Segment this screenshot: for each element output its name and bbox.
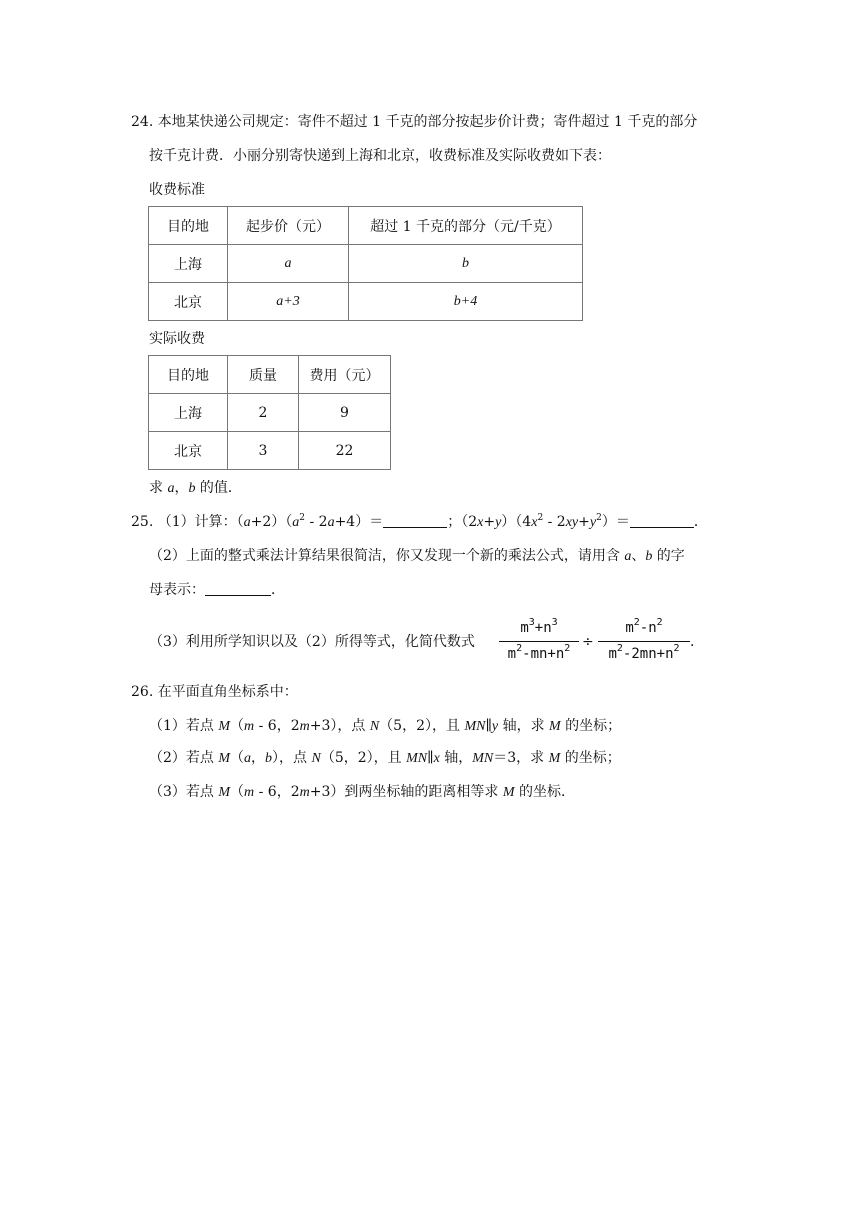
table-header-cell: 起步价（元）: [228, 207, 349, 245]
fraction-1-numerator: $m^3+n^3$: [520, 617, 558, 636]
q26-intro: 26. 在平面直角坐标系中：: [131, 684, 298, 700]
fraction-2-denominator: $m^2-2mn+n^2$: [608, 643, 680, 662]
table-cell: a: [228, 245, 349, 283]
table-cell: 上海: [149, 245, 228, 283]
table-header-row: [149, 356, 391, 394]
answer-blank-1[interactable]: [383, 513, 447, 528]
fee-standard-table: [148, 206, 583, 321]
table-cell: 22: [299, 432, 391, 470]
table-row: [149, 245, 583, 283]
q24-text-line2: 按千克计费．小丽分别寄快递到上海和北京，收费标准及实际收费如下表：: [149, 148, 611, 164]
fraction-1: [499, 619, 579, 665]
q24-text-line1: 本地某快递公司规定：寄件不超过 1 千克的部分按起步价计费；寄件超过 1 千克的部分: [157, 114, 698, 130]
answer-blank-2[interactable]: [630, 513, 694, 528]
table2-title: 实际收费: [149, 331, 205, 347]
fraction-1-denominator: $m^2-mn+n^2$: [507, 643, 571, 662]
table-header-cell: 目的地: [149, 207, 228, 245]
table-header-cell: 费用（元）: [299, 356, 391, 394]
table-header-cell: 质量: [228, 356, 299, 394]
q25-part1: 25. （1）计算：$(a+2)(a^2 - 2a+4)=$ ；$(2x+y)(4x^2 - 2xy+y^2)=$ ．: [131, 513, 708, 530]
q26-part3: （3）若点 M（m - 6，2m+3）到两坐标轴的距离相等求 M 的坐标．: [149, 784, 575, 800]
fraction-bar: [598, 641, 690, 642]
q24-line1: [131, 112, 697, 132]
table-row: [149, 283, 583, 321]
q24-ask: 求 a，b 的值．: [149, 480, 242, 496]
fraction-2-numerator: $m^2-n^2$: [625, 617, 663, 636]
table-cell: 上海: [149, 394, 228, 432]
q25-part2-line1: （2）上面的整式乘法计算结果很简洁，你又发现一个新的乘法公式，请用含 a、b 的字: [149, 548, 685, 564]
table-cell: 北京: [149, 432, 228, 470]
q25-part3-text: （3）利用所学知识以及（2）所得等式，化简代数式: [149, 634, 475, 650]
actual-fee-table: [148, 355, 391, 470]
table-header-row: [149, 207, 583, 245]
q26-part1: （1）若点 M（m - 6，2m+3），点 N（5，2），且 MN∥y 轴，求 M 的坐标；: [149, 718, 622, 734]
table-cell: a+3: [228, 283, 349, 321]
divide-sign: ÷: [582, 634, 594, 650]
table-cell: b+4: [349, 283, 583, 321]
q25-part3-end: .: [690, 634, 695, 650]
q24-number: 24.: [131, 114, 154, 130]
q26-part2: （2）若点 M（a，b），点 N（5，2），且 MN∥x 轴，MN＝3，求 M 的坐标；: [149, 750, 621, 766]
table-cell: 3: [228, 432, 299, 470]
table-cell: 9: [299, 394, 391, 432]
table-cell: b: [349, 245, 583, 283]
table-row: [149, 432, 391, 470]
table-cell: 2: [228, 394, 299, 432]
table1-title: 收费标准: [149, 182, 205, 198]
q25-number: 25.: [131, 514, 154, 530]
table-header-cell: 目的地: [149, 356, 228, 394]
table-row: [149, 394, 391, 432]
table-header-cell: 超过 1 千克的部分（元/千克）: [349, 207, 583, 245]
fraction-bar: [499, 641, 579, 642]
fraction-2: [598, 619, 690, 665]
table-cell: 北京: [149, 283, 228, 321]
q26-number: 26.: [131, 684, 154, 700]
q25-part2-line2: 母表示： ．: [149, 582, 285, 598]
answer-blank-3[interactable]: [205, 581, 271, 596]
